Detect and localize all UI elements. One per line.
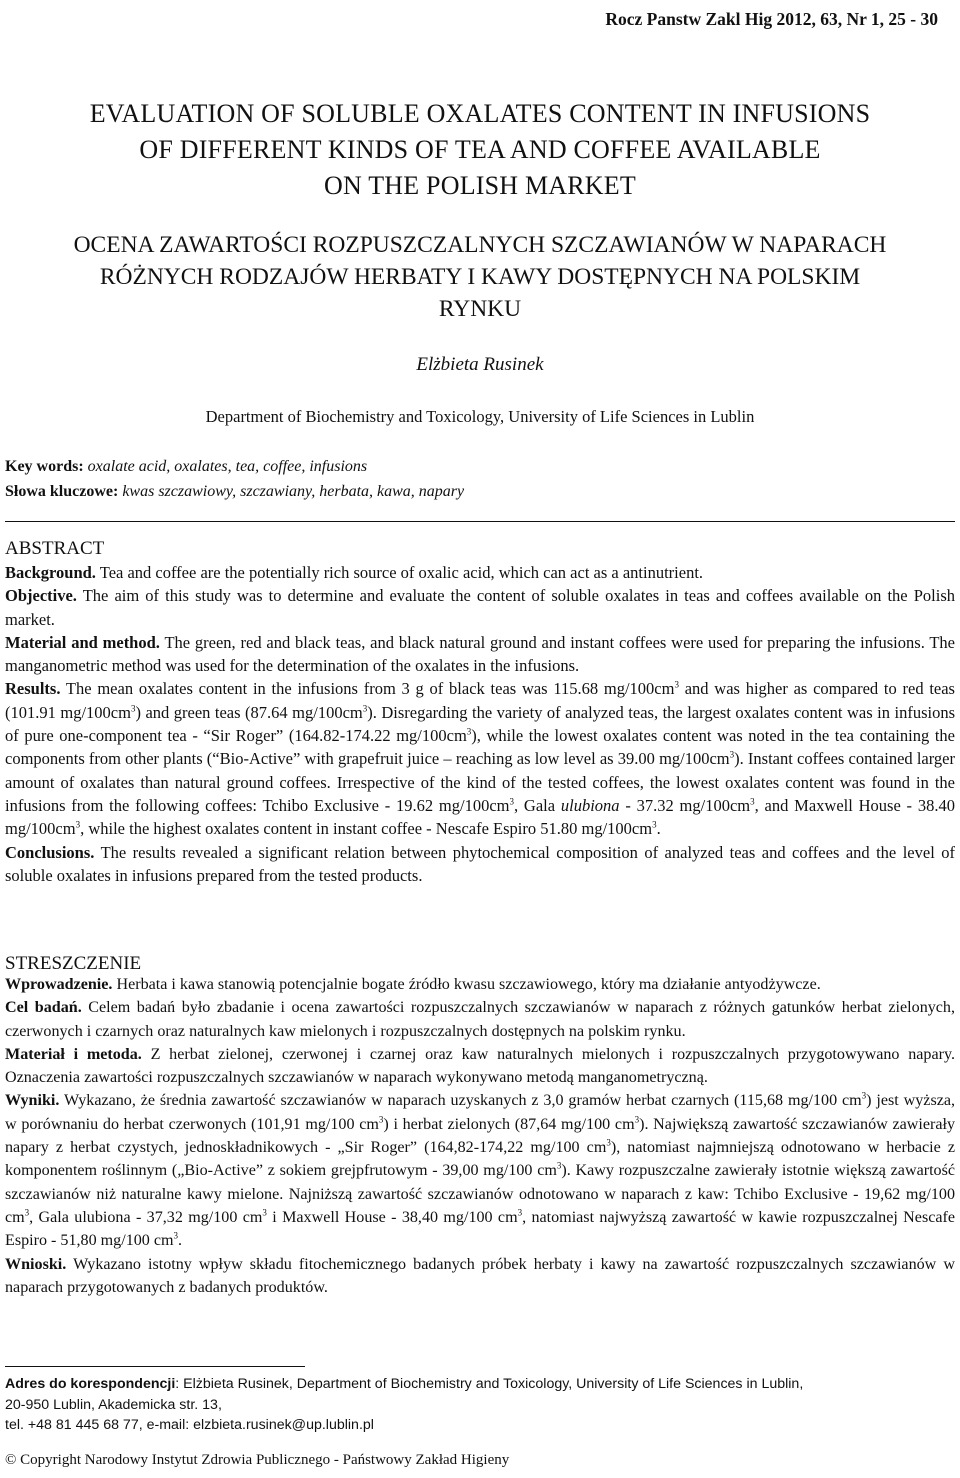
correspondence-label: Adres do korespondencji xyxy=(5,1376,176,1392)
streszczenie-results-text: Wykazano, że średnia zawartość szczawianów w naparach uzyskanych z 3,0 gramów herbat czarnych (115,68 mg/100 cm xyxy=(59,1092,862,1110)
title-polish-line-3: RYNKU xyxy=(438,296,522,322)
abstract-method-text: The green, red and black teas, and black natural ground and instant coffees were used for preparing the infusions. The manganometric method was used for the determination of the oxalates in the infusions. xyxy=(5,632,955,676)
abstract-results-italic: ulubiona xyxy=(560,795,620,815)
abstract-results-text: The mean oxalates content in the infusions from 3 g of black teas was 115.68 mg/100cm xyxy=(60,679,675,699)
streszczenie-results-text: i Maxwell House - 38,40 mg/100 cm xyxy=(266,1208,518,1226)
streszczenie-conclusions-label: Wnioski. xyxy=(5,1255,67,1273)
streszczenie-conclusions-text: Wykazano istotny wpływ składu fitochemicznego badanych próbek herbaty i kawy na zawartość rozpuszczalnych szczawianów w naparach przygotowanych z badanych produktów. xyxy=(5,1255,955,1296)
superscript: 3 xyxy=(634,1114,640,1125)
correspondence-address xyxy=(5,1374,955,1436)
streszczenie-results-text: , Gala ulubiona - 37,32 mg/100 cm xyxy=(29,1208,263,1226)
abstract-results-text: . xyxy=(656,819,661,839)
abstract-background-label: Background. xyxy=(5,563,96,582)
title-polish-line-2: RÓŻNYCH RODZAJÓW HERBATY I KAWY DOSTĘPNYCH NA POLSKIM xyxy=(99,264,861,290)
abstract-results-text: ) and green teas (87.64 mg/100cm xyxy=(135,702,363,722)
streszczenie-method-label: Materiał i metoda. xyxy=(5,1045,142,1063)
footnote-divider xyxy=(5,1366,305,1367)
streszczenie-aim-label: Cel badań. xyxy=(5,999,82,1017)
streszczenie-results-text: ). Największą zawartość szczawianów zawierały napary z herbat czystych, jednoskładnikowych - „Sir Roger” (164,82-174,22 mg/100 cm xyxy=(5,1115,956,1157)
abstract-objective xyxy=(5,584,955,631)
streszczenie-aim-text: Celem badań było zbadanie i ocena zawartości rozpuszczalnych szczawianów w naparach z różnych gatunków herbat zielonych, czerwonych i czarnych oraz naturalnych kaw mielonych i rozpuszczalnych dostępnych na polskim rynku. xyxy=(5,999,956,1040)
superscript: 3 xyxy=(75,819,81,830)
correspondence-line-3: tel. +48 81 445 68 77, e-mail: elzbieta.rusinek@up.lublin.pl xyxy=(5,1417,374,1433)
superscript: 3 xyxy=(750,796,755,807)
superscript: 3 xyxy=(652,819,657,830)
abstract-heading: ABSTRACT xyxy=(5,538,105,559)
correspondence-line-2: 20-950 Lublin, Akademicka str. 13, xyxy=(5,1396,222,1413)
title-english xyxy=(40,96,920,204)
keywords-polish-label: Słowa kluczowe: xyxy=(5,483,119,500)
streszczenie-heading: STRESZCZENIE xyxy=(5,953,142,974)
abstract-results-text: , while the highest oxalates content in instant coffee - Nescafe Espiro 51.80 mg/100cm xyxy=(80,819,653,839)
abstract-results-text: , Gala xyxy=(514,795,561,815)
abstract-results-text: , and Maxwell House - 38.40 mg/100cm xyxy=(5,795,955,839)
streszczenie-body xyxy=(5,973,955,1299)
keywords-english xyxy=(5,454,955,479)
section-divider xyxy=(5,521,955,522)
streszczenie-aim xyxy=(5,996,955,1043)
superscript: 3 xyxy=(674,679,679,690)
superscript: 3 xyxy=(606,1137,611,1148)
abstract-conclusions xyxy=(5,841,955,888)
title-english-line-2: OF DIFFERENT KINDS OF TEA AND COFFEE AVAILABLE xyxy=(139,135,821,164)
title-polish-line-1: OCENA ZAWARTOŚCI ROZPUSZCZALNYCH SZCZAWIANÓW W NAPARACH xyxy=(73,232,887,258)
streszczenie-intro xyxy=(5,973,955,996)
correspondence-line-1 xyxy=(5,1374,955,1395)
abstract-conclusions-text: The results revealed a significant relation between phytochemical composition of analyzed teas and coffees and the level of soluble oxalates in infusions prepared from the tested products. xyxy=(5,842,955,885)
superscript: 3 xyxy=(362,703,368,714)
superscript: 3 xyxy=(861,1091,867,1102)
keywords-english-label: Key words: xyxy=(5,458,84,475)
abstract-background xyxy=(5,561,955,584)
streszczenie-results-text: . xyxy=(178,1232,183,1250)
abstract-results xyxy=(5,677,955,840)
correspondence-text: : Elżbieta Rusinek, Department of Biochemistry and Toxicology, University of Life Sciences in Lublin, xyxy=(175,1376,804,1392)
streszczenie-results-text: ) i herbat zielonych (87,64 mg/100 cm xyxy=(383,1115,635,1133)
superscript: 3 xyxy=(729,749,735,760)
streszczenie-results xyxy=(5,1089,955,1252)
abstract-results-text: ), while the lowest oxalates content was noted in the tea containing the components from other plants (“Bio-Active” with grapefruit juice – reaching as low level as 39.00 mg/100cm xyxy=(5,726,955,769)
author-name: Elżbieta Rusinek xyxy=(416,354,544,375)
streszczenie-intro-text: Herbata i kawa stanowią potencjalnie bogate źródło kwasu szczawiowego, który ma działanie antyodżywcze. xyxy=(112,976,821,993)
title-english-line-3: ON THE POLISH MARKET xyxy=(324,171,636,200)
keywords-polish-text: kwas szczawiowy, szczawiany, herbata, kawa, napary xyxy=(122,483,465,500)
abstract-results-text: ). Disregarding the variety of analyzed teas, the largest oxalates content was in infusions of pure one-component tea - “Sir Roger” (164.82-174.22 mg/100cm xyxy=(5,702,955,746)
streszczenie-results-text: ), natomiast najmniejszą odnotowano w herbacie z komponentem roślinnym („Bio-Active” z sokiem grejpfrutowym - 39,00 mg/100 cm xyxy=(5,1139,955,1180)
streszczenie-results-text: ) jest wyższa, w porównaniu do herbat czerwonych (101,91 mg/100 cm xyxy=(5,1092,956,1133)
superscript: 3 xyxy=(556,1161,562,1172)
superscript: 3 xyxy=(509,796,515,807)
streszczenie-conclusions xyxy=(5,1253,955,1300)
streszczenie-intro-label: Wprowadzenie. xyxy=(5,976,113,993)
keywords-block xyxy=(5,454,955,504)
superscript: 3 xyxy=(517,1207,523,1218)
superscript: 3 xyxy=(262,1207,267,1218)
title-english-line-1: EVALUATION OF SOLUBLE OXALATES CONTENT IN INFUSIONS xyxy=(89,99,871,128)
abstract-objective-text: The aim of this study was to determine and evaluate the content of soluble oxalates in teas and coffees available on the Polish market. xyxy=(5,586,955,629)
abstract-background-text: Tea and coffee are the potentially rich source of oxalic acid, which can act as a antinutrient. xyxy=(95,563,704,582)
copyright-notice: © Copyright Narodowy Instytut Zdrowia Publicznego - Państwowy Zakład Higieny xyxy=(5,1452,510,1468)
streszczenie-results-text: , natomiast najwyższą zawartość w kawie rozpuszczalnej Nescafe Espiro - 51,80 mg/100 cm xyxy=(5,1208,955,1250)
superscript: 3 xyxy=(378,1114,384,1125)
journal-citation: Rocz Panstw Zakl Hig 2012, 63, Nr 1, 25 - 30 xyxy=(605,9,938,29)
abstract-results-text: - 37.32 mg/100cm xyxy=(619,795,751,815)
superscript: 3 xyxy=(130,703,136,714)
abstract-conclusions-label: Conclusions. xyxy=(5,842,95,862)
abstract-method-label: Material and method. xyxy=(5,632,160,652)
abstract-method xyxy=(5,631,955,678)
superscript: 3 xyxy=(173,1230,179,1241)
author-affiliation: Department of Biochemistry and Toxicology, University of Life Sciences in Lublin xyxy=(205,407,755,426)
streszczenie-method xyxy=(5,1043,955,1090)
abstract-results-text: ). Instant coffees contained larger amount of oxalates than natural ground coffees. Irrespective of the kind of the tested coffees, the lowest oxalates content was found in the infusions from the following coffees: Tchibo Exclusive - 19.62 mg/100cm xyxy=(5,749,955,815)
superscript: 3 xyxy=(466,726,472,737)
abstract-results-label: Results. xyxy=(5,679,61,699)
streszczenie-results-text: ). Kawy rozpuszczalne zawierały istotnie większą zawartość szczawianów niż naturalne kawy mielone. Najniższą zawartość szczawianów odnotowano w naparach z kaw: Tchibo Exclusive - 19,62 mg/100 cm xyxy=(5,1162,956,1226)
keywords-polish xyxy=(5,479,955,504)
streszczenie-method-text: Z herbat zielonej, czerwonej i czarnej oraz kaw naturalnych mielonych i rozpuszczalnych przygotowywano napary. Oznaczenia zawartości rozpuszczalnych szczawianów w naparach wykonywano metodą manganometryczną. xyxy=(5,1045,955,1087)
streszczenie-results-label: Wyniki. xyxy=(5,1092,60,1110)
abstract-body xyxy=(5,561,955,887)
keywords-english-text: oxalate acid, oxalates, tea, coffee, infusions xyxy=(87,458,368,475)
abstract-results-text: and was higher as compared to red teas (101.91 mg/100cm xyxy=(5,679,955,722)
title-polish xyxy=(40,229,920,325)
abstract-objective-label: Objective. xyxy=(5,586,77,606)
superscript: 3 xyxy=(24,1207,30,1218)
